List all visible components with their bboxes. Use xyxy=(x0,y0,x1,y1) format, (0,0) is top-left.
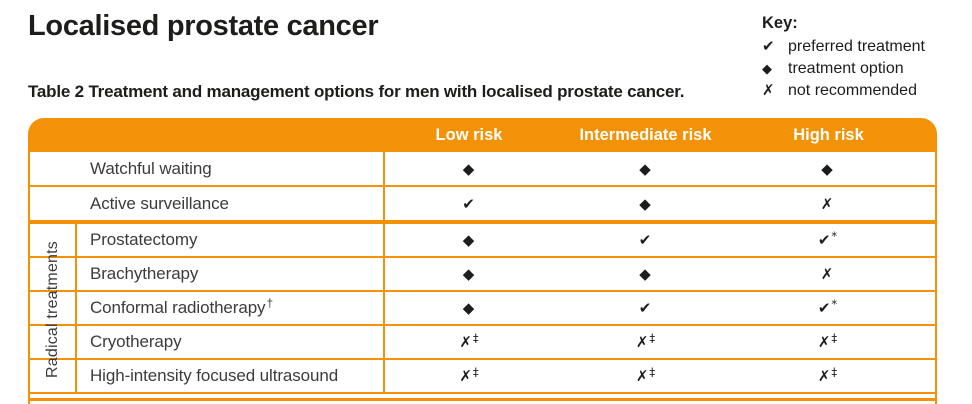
x-icon: ✗ xyxy=(635,367,649,385)
x-icon: ✗ xyxy=(820,265,834,283)
cell-high-risk xyxy=(738,187,935,220)
cell-low-risk xyxy=(385,258,553,290)
key-item-option xyxy=(762,58,925,81)
cell-high-risk xyxy=(738,152,935,185)
cell-low-risk xyxy=(385,292,553,324)
double-dagger-superscript: ‡ xyxy=(649,365,656,379)
x-icon: ✗ xyxy=(762,81,775,99)
check-icon: ✔ xyxy=(462,194,475,213)
cell-low-risk xyxy=(385,187,553,220)
cell-low-risk xyxy=(385,360,553,392)
diamond-icon: ◆ xyxy=(639,194,651,213)
key-item-not-recommended xyxy=(762,80,925,102)
dagger-superscript: † xyxy=(266,296,274,310)
key-label: preferred treatment xyxy=(788,38,925,55)
group-cell xyxy=(30,224,77,394)
row-label: Conformal radiotherapy xyxy=(90,298,266,317)
table-row-brachytherapy xyxy=(30,258,935,292)
check-icon: ✔ xyxy=(762,37,775,55)
key-label: not recommended xyxy=(788,82,917,99)
x-icon: ✗ xyxy=(820,194,834,213)
x-icon: ✗ xyxy=(459,333,472,351)
diamond-icon: ◆ xyxy=(462,299,475,317)
cell-high-risk xyxy=(738,258,935,290)
cell-intermediate-risk xyxy=(553,187,738,220)
cell-low-risk xyxy=(385,224,553,256)
cell-low-risk xyxy=(385,152,553,185)
diamond-icon: ◆ xyxy=(821,159,833,178)
x-icon: ✗ xyxy=(817,333,831,351)
cell-high-risk xyxy=(738,326,935,358)
column-header-high-risk: High risk xyxy=(793,125,864,144)
row-label: Brachytherapy xyxy=(90,264,199,283)
table-row-conformal-radiotherapy xyxy=(30,292,935,326)
row-label: High-intensity focused ultrasound xyxy=(90,366,339,385)
check-icon: ✔ xyxy=(817,299,831,317)
cell-intermediate-risk xyxy=(553,326,738,358)
asterisk-superscript: * xyxy=(831,229,838,243)
table-row-cryotherapy xyxy=(30,326,935,360)
table-row-watchful-waiting xyxy=(30,152,935,187)
table-body xyxy=(28,152,937,404)
column-header-intermediate-risk: Intermediate risk xyxy=(579,125,712,144)
diamond-icon: ◆ xyxy=(639,159,651,178)
diamond-icon: ◆ xyxy=(462,265,475,283)
key-legend xyxy=(762,14,925,102)
diamond-icon: ◆ xyxy=(462,231,475,249)
cell-intermediate-risk xyxy=(553,258,738,290)
table-row-active-surveillance xyxy=(30,187,935,222)
diamond-icon: ◆ xyxy=(639,265,651,283)
column-header-low-risk: Low risk xyxy=(435,125,503,144)
key-title: Key: xyxy=(762,14,798,32)
key-label: treatment option xyxy=(788,59,904,77)
page-title: Localised prostate cancer xyxy=(28,10,379,42)
row-label: Cryotherapy xyxy=(90,332,182,351)
x-icon: ✗ xyxy=(459,367,472,385)
asterisk-superscript: * xyxy=(831,297,838,311)
row-label: Prostatectomy xyxy=(90,230,198,249)
table-caption: Table 2 Treatment and management options for men with localised prostate cancer. xyxy=(28,82,685,101)
cell-intermediate-risk xyxy=(553,360,738,392)
cell-intermediate-risk xyxy=(553,292,738,324)
check-icon: ✔ xyxy=(817,231,831,249)
cell-high-risk xyxy=(738,360,935,392)
group-label-radical-treatments: Radical treatments xyxy=(43,240,61,378)
row-label: Active surveillance xyxy=(90,193,229,213)
table-header-row xyxy=(28,118,937,152)
key-item-preferred xyxy=(762,36,925,58)
cell-high-risk xyxy=(738,224,935,256)
row-label: Watchful waiting xyxy=(90,158,212,178)
x-icon: ✗ xyxy=(817,367,831,385)
check-icon: ✔ xyxy=(638,299,652,317)
diamond-icon: ◆ xyxy=(762,61,772,77)
table-row-prostatectomy xyxy=(30,224,935,258)
check-icon: ✔ xyxy=(638,231,652,249)
double-dagger-superscript: ‡ xyxy=(831,365,838,379)
treatment-options-table xyxy=(28,118,937,404)
radical-treatments-section xyxy=(30,222,935,394)
double-dagger-superscript: ‡ xyxy=(472,331,479,345)
cell-intermediate-risk xyxy=(553,152,738,185)
cell-low-risk xyxy=(385,326,553,358)
double-dagger-superscript: ‡ xyxy=(831,331,838,345)
cell-high-risk xyxy=(738,292,935,324)
table-row-hifu xyxy=(30,360,935,394)
diamond-icon: ◆ xyxy=(462,159,475,178)
cell-intermediate-risk xyxy=(553,224,738,256)
x-icon: ✗ xyxy=(635,333,649,351)
double-dagger-superscript: ‡ xyxy=(649,331,656,345)
double-dagger-superscript: ‡ xyxy=(472,365,479,379)
